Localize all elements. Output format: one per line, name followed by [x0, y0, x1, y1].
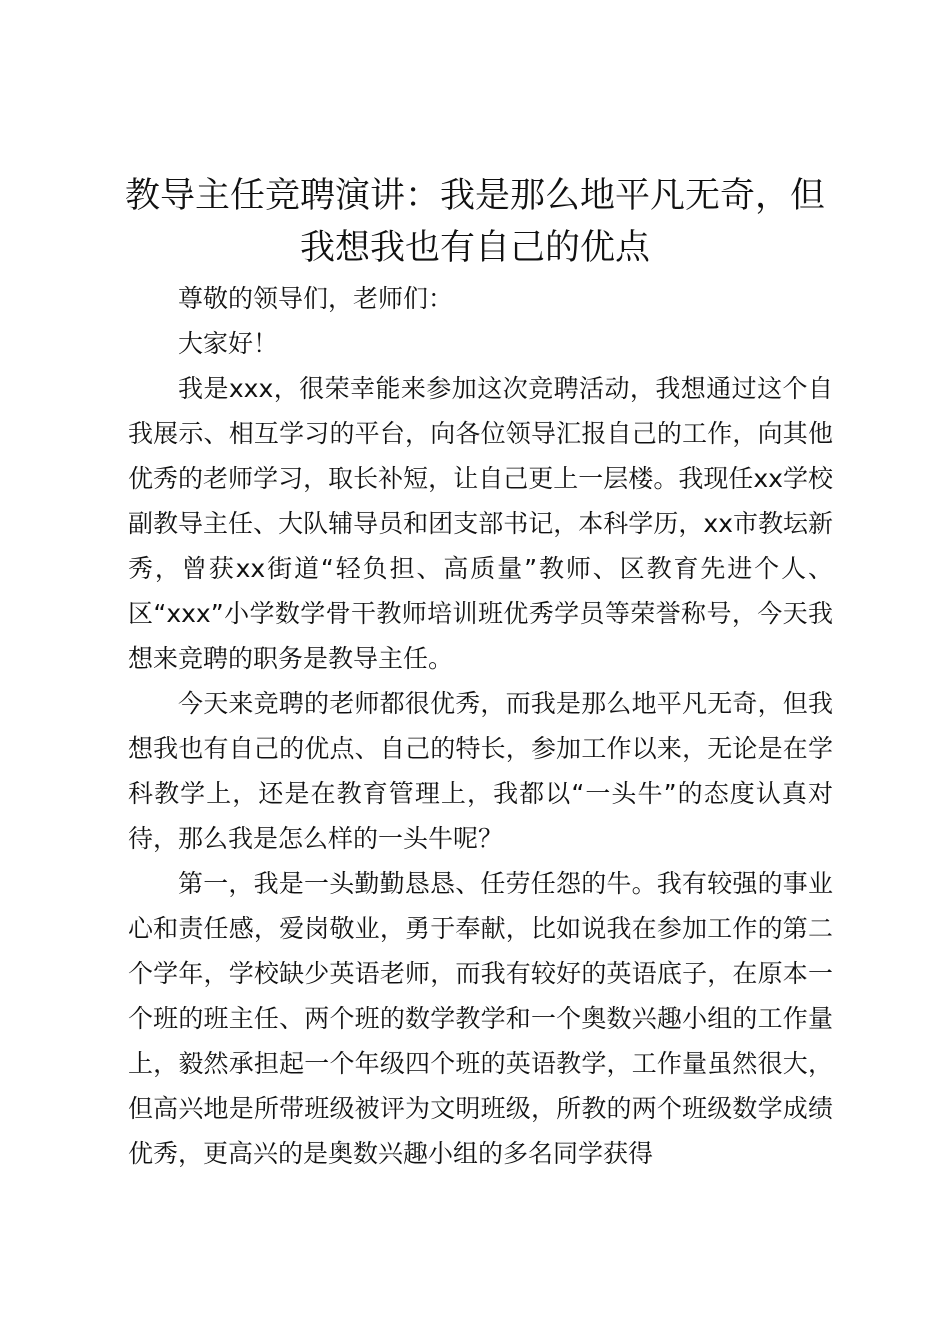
- body-paragraph: 今天来竞聘的老师都很优秀，而我是那么地平凡无奇，但我想我也有自己的优点、自己的特长，参加工作以来，无论是在学科教学上，还是在教育管理上，我都以“一头牛”的态度认真对待，那么我是怎么样的一头牛呢？: [128, 689, 833, 853]
- body-paragraph: 我是xxx，很荣幸能来参加这次竞聘活动，我想通过这个自我展示、相互学习的平台，向各位领导汇报自己的工作，向其他优秀的老师学习，取长补短，让自己更上一层楼。我现任xx学校副教导主任、大队辅导员和团支部书记，本科学历，xx市教坛新秀，曾获xx街道“轻负担、高质量”教师、区教育先进个人、区“xxx”小学数学骨干教师培训班优秀学员等荣誉称号，今天我想来竞聘的职务是教导主任。: [128, 374, 833, 673]
- salutation: 尊敬的领导们，老师们：: [178, 284, 454, 313]
- document-body: [128, 276, 833, 1176]
- body-paragraph: 第一，我是一头勤勤恳恳、任劳任怨的牛。我有较强的事业心和责任感，爱岗敬业，勇于奉献，比如说我在参加工作的第二个学年，学校缺少英语老师，而我有较好的英语底子，在原本一个班的班主任、两个班的数学教学和一个奥数兴趣小组的工作量上，毅然承担起一个年级四个班的英语教学，工作量虽然很大，但高兴地是所带班级被评为文明班级，所教的两个班级数学成绩优秀，更高兴的是奥数兴趣小组的多名同学获得: [128, 869, 833, 1168]
- document-title: 教导主任竞聘演讲：我是那么地平凡无奇，但我想我也有自己的优点: [124, 176, 825, 268]
- greeting: 大家好！: [178, 329, 279, 358]
